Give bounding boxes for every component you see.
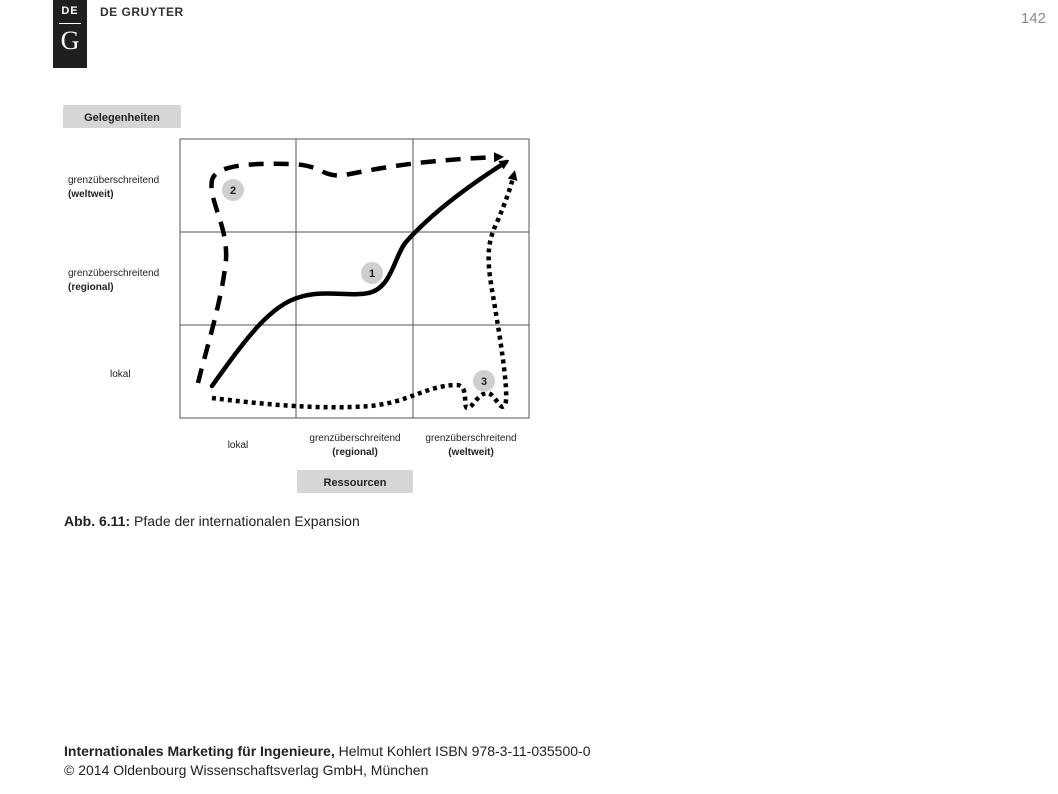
y-tick-lokal: lokal (110, 369, 131, 380)
x-tick-lokal: lokal (227, 440, 249, 451)
path-marker-1 (361, 262, 383, 284)
y-tick-weltweit-line1: grenzüberschreitend (68, 175, 160, 186)
footer-copyright: © 2014 Oldenbourg Wissenschaftsverlag GmbH, München (64, 762, 429, 778)
path-marker-2-label: 2 (229, 185, 237, 197)
path-3-dotted-line (212, 174, 514, 408)
logo-g-text: G (60, 26, 80, 55)
footer-line-1 (64, 742, 591, 761)
y-tick-regional-line1: grenzüberschreitend (68, 268, 160, 279)
page-footer (64, 742, 591, 780)
footer-book-title: Internationales Marketing für Ingenieure, (64, 743, 335, 759)
x-tick-weltweit-line2: (weltweit) (448, 447, 494, 458)
y-tick-weltweit-line2: (weltweit) (68, 189, 114, 200)
x-axis-label-box (297, 470, 413, 493)
path-marker-1-label: 1 (368, 268, 376, 280)
page-number: 142 (1020, 10, 1046, 27)
x-axis-label: Ressourcen (323, 477, 387, 489)
figure-caption-label: Abb. 6.11: (64, 513, 131, 529)
path-marker-2 (222, 179, 244, 201)
y-axis-label: Gelegenheiten (84, 112, 160, 124)
figure-caption (64, 513, 360, 529)
path-marker-3 (473, 370, 495, 392)
x-tick-regional-line2: (regional) (332, 447, 378, 458)
path-1-solid-line (212, 162, 506, 386)
x-tick-regional-line1: grenzüberschreitend (309, 433, 401, 444)
logo-de-text: DE (61, 5, 79, 17)
path-marker-3-label: 3 (480, 376, 488, 388)
y-axis-label-box (63, 105, 181, 128)
x-tick-weltweit-line1: grenzüberschreitend (425, 433, 517, 444)
figure-caption-text: Pfade der internationalen Expansion (134, 513, 360, 529)
y-tick-regional-line2: (regional) (68, 282, 114, 293)
publisher-name: DE GRUYTER (100, 5, 184, 19)
footer-author-isbn: Helmut Kohlert ISBN 978-3-11-035500-0 (334, 743, 591, 759)
